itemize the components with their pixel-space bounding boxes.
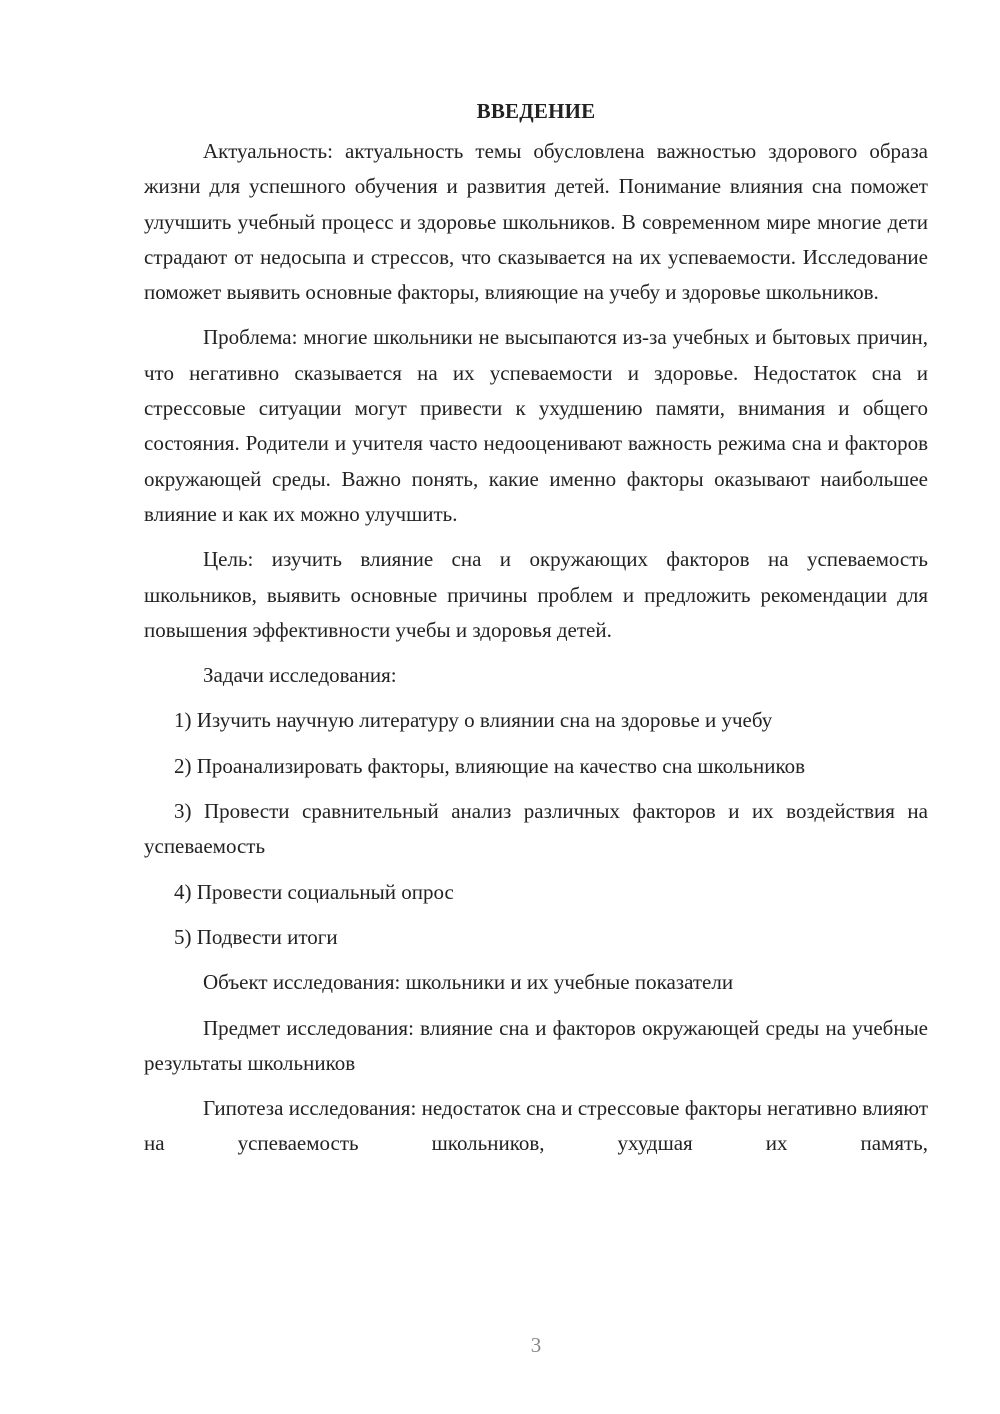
task-item-1: 1) Изучить научную литературу о влиянии сна на здоровье и учебу	[174, 708, 773, 733]
paragraph-tasks-heading: Задачи исследования:	[203, 663, 397, 688]
paragraph-subject: Предмет исследования: влияние сна и факторов окружающей среды на учебные результаты школьников	[144, 1015, 928, 1075]
page-number: 3	[530, 1333, 542, 1357]
paragraph-goal: Цель: изучить влияние сна и окружающих факторов на успеваемость школьников, выявить основные причины проблем и предложить рекомендации для повышения эффективности учебы и здоровья детей.	[144, 547, 928, 642]
task-item-5: 5) Подвести итоги	[174, 924, 338, 949]
paragraph-object: Объект исследования: школьники и их учебные показатели	[203, 970, 734, 995]
task-item-3: 3) Провести сравнительный анализ различных факторов и их воздействия на успеваемость	[144, 799, 928, 859]
document-page	[144, 95, 928, 1162]
paragraph-relevance: Актуальность: актуальность темы обусловлена важностью здорового образа жизни для успешного обучения и развития детей. Понимание влияния сна поможет улучшить учебный процесс и здоровье школьников. В современном мире многие дети страдают от недосыпа и стрессов, что сказывается на их успеваемости. Исследование поможет выявить основные факторы, влияющие на учебу и здоровье школьников.	[144, 139, 928, 305]
paragraph-problem: Проблема: многие школьники не высыпаются из-за учебных и бытовых причин, что негативно сказывается на их успеваемости и здоровье. Недостаток сна и стрессовые ситуации могут привести к ухудшению памяти, внимания и общего состояния. Родители и учителя часто недооценивают важность режима сна и факторов окружающей среды. Важно понять, какие именно факторы оказывают наибольшее влияние и как их можно улучшить.	[144, 325, 928, 526]
task-item-2: 2) Проанализировать факторы, влияющие на качество сна школьников	[174, 753, 806, 778]
paragraph-hypothesis: Гипотеза исследования: недостаток сна и стрессовые факторы негативно влияют на успеваемость школьников, ухудшая их память,	[144, 1096, 928, 1156]
task-item-4: 4) Провести социальный опрос	[174, 879, 454, 904]
section-title: ВВЕДЕНИЕ	[476, 99, 596, 123]
